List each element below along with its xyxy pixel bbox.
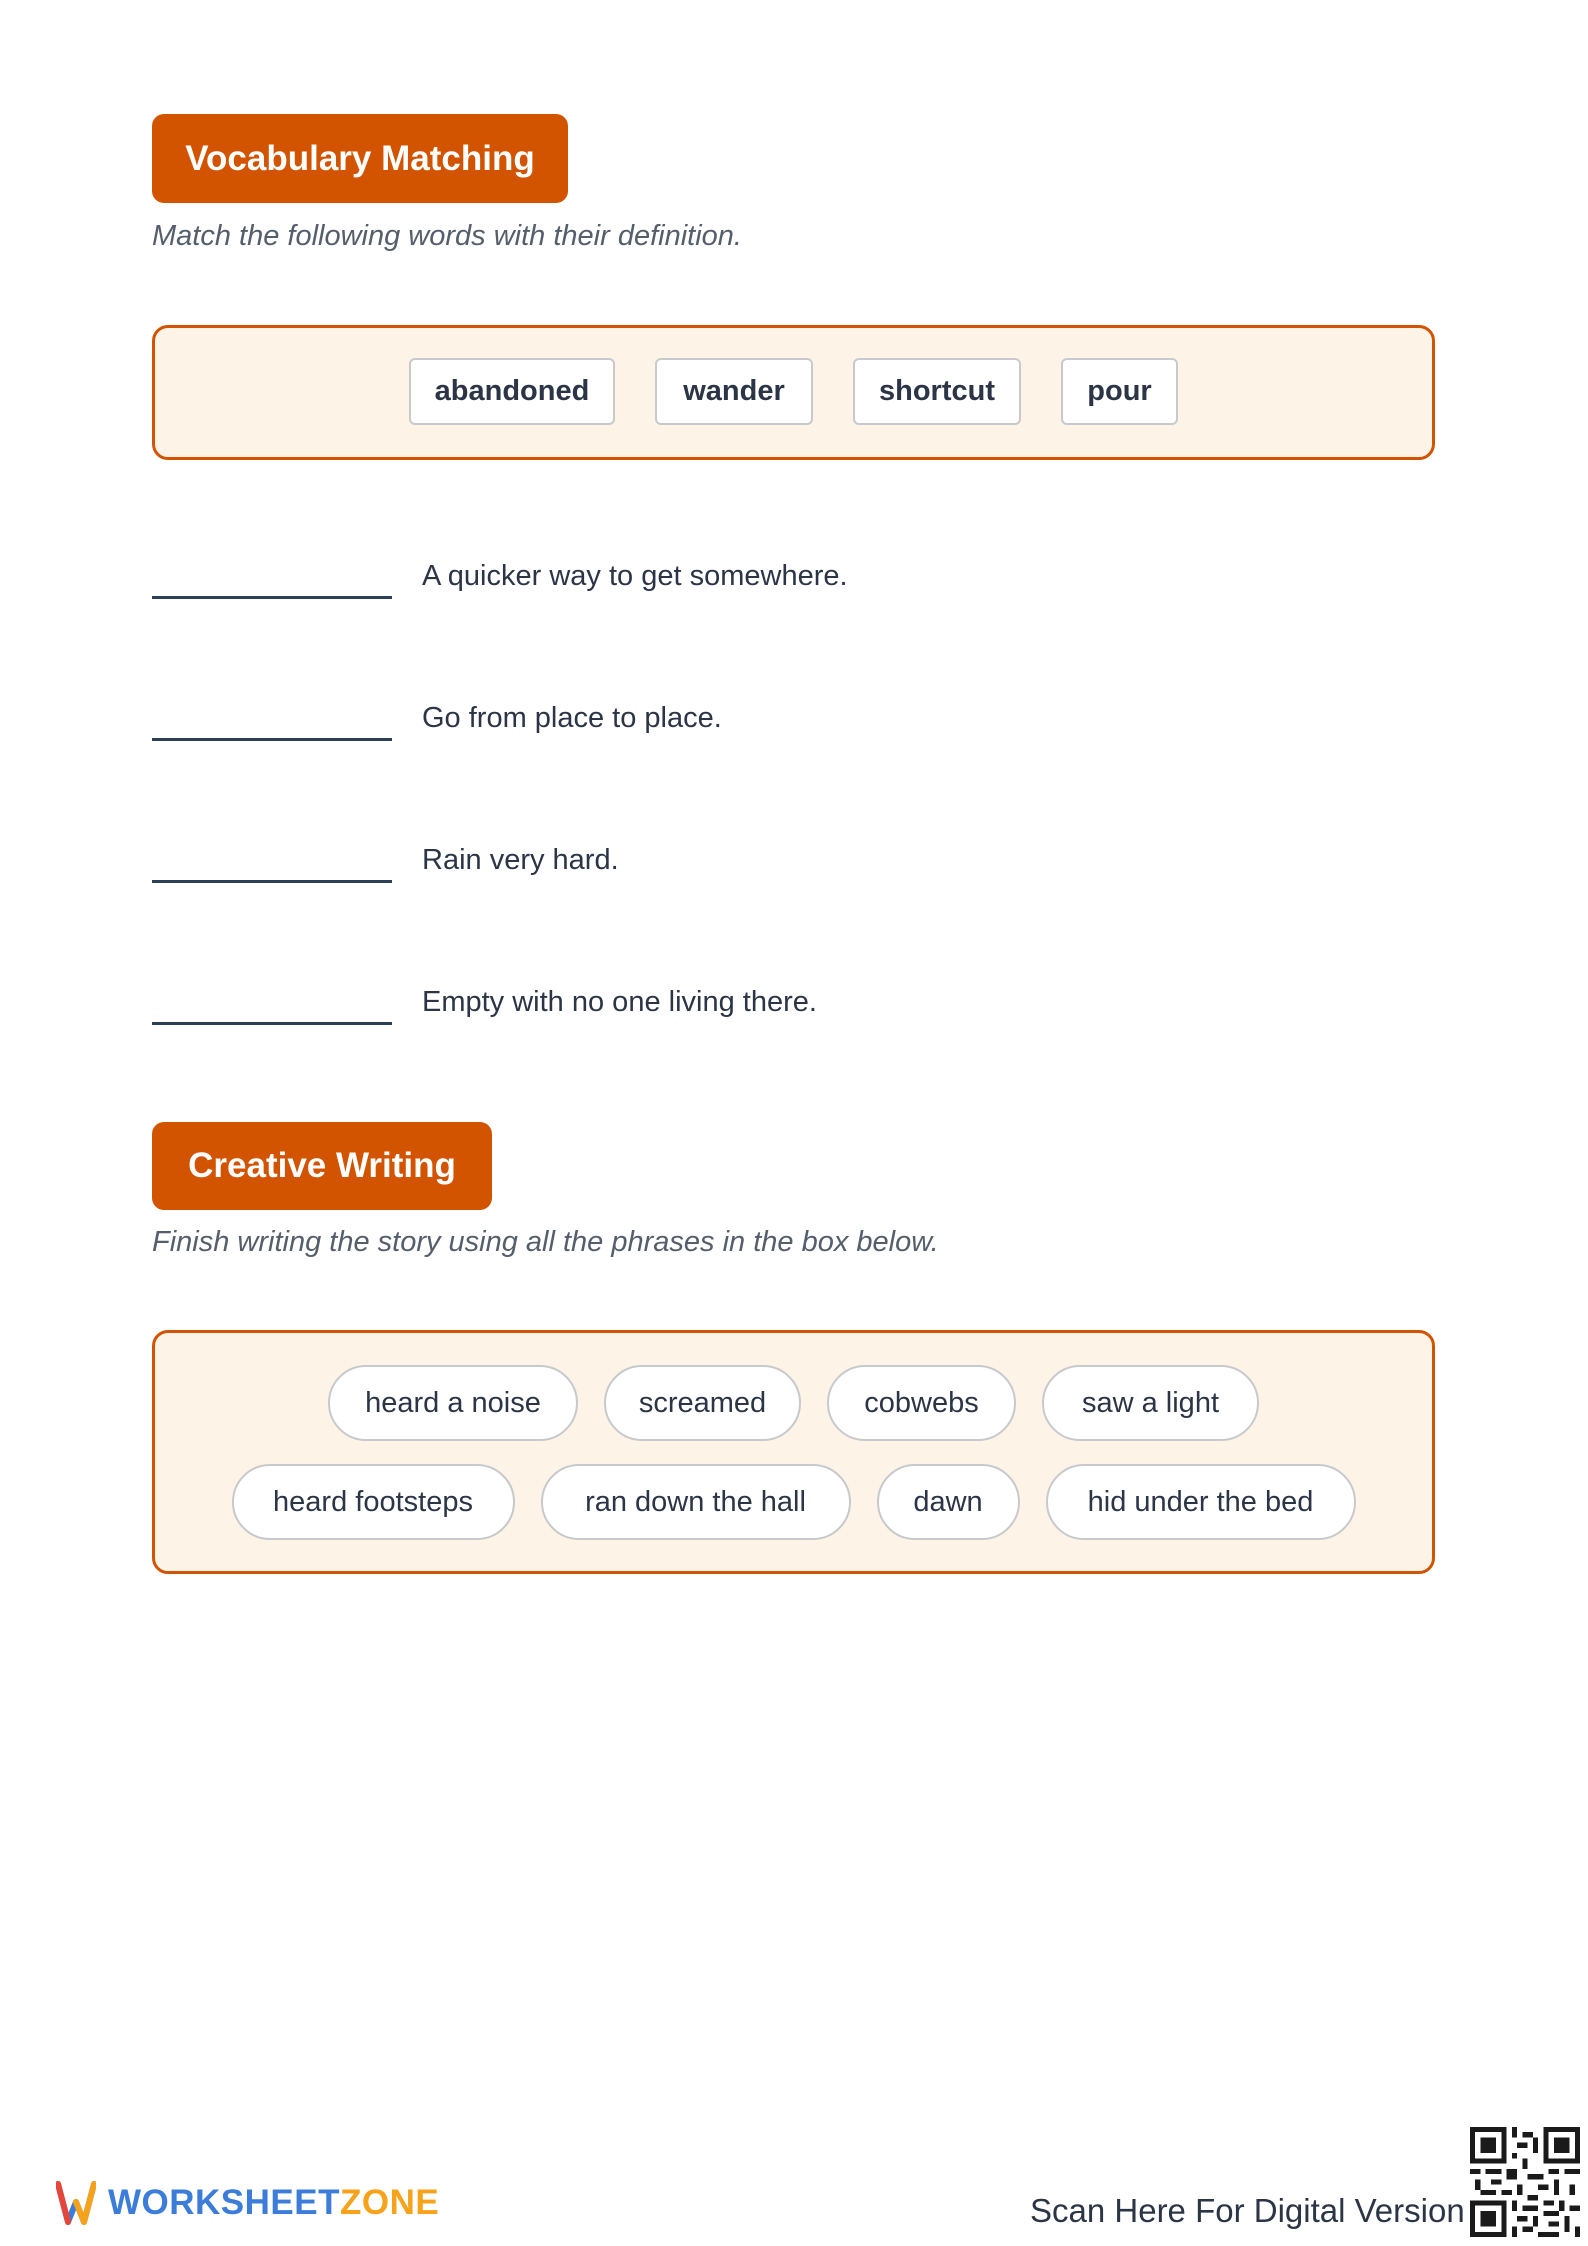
word-bank <box>152 325 1435 460</box>
match-row-3 <box>152 844 1352 904</box>
answer-blank-2[interactable] <box>152 738 392 741</box>
phrase-chip-heard-footsteps[interactable]: heard footsteps <box>232 1464 515 1540</box>
match-row-4 <box>152 986 1352 1046</box>
vocabulary-matching-title: Vocabulary Matching <box>152 114 568 203</box>
match-row-2 <box>152 702 1352 762</box>
phrase-chip-hid-under-the-bed[interactable]: hid under the bed <box>1046 1464 1356 1540</box>
phrase-chip-dawn[interactable]: dawn <box>877 1464 1020 1540</box>
definition-4: Empty with no one living there. <box>422 986 817 1018</box>
answer-blank-4[interactable] <box>152 1022 392 1025</box>
match-row-1 <box>152 560 1352 620</box>
creative-instruction: Finish writing the story using all the phrases in the box below. <box>152 1226 939 1258</box>
phrase-chip-screamed[interactable]: screamed <box>604 1365 801 1441</box>
qr-code-icon[interactable] <box>1470 2127 1580 2237</box>
word-chip-wander[interactable]: wander <box>655 358 813 425</box>
word-chip-pour[interactable]: pour <box>1061 358 1178 425</box>
creative-writing-title: Creative Writing <box>152 1122 492 1210</box>
definition-2: Go from place to place. <box>422 702 722 734</box>
brand-name-part2: ZONE <box>340 2183 440 2222</box>
vocabulary-instruction: Match the following words with their definition. <box>152 220 742 252</box>
phrase-chip-saw-a-light[interactable]: saw a light <box>1042 1365 1259 1441</box>
brand-logo[interactable] <box>56 2178 439 2228</box>
brand-name-part1: WORKSHEET <box>108 2183 340 2222</box>
phrase-bank <box>152 1330 1435 1574</box>
phrase-chip-heard-a-noise[interactable]: heard a noise <box>328 1365 578 1441</box>
answer-blank-1[interactable] <box>152 596 392 599</box>
definition-3: Rain very hard. <box>422 844 619 876</box>
answer-blank-3[interactable] <box>152 880 392 883</box>
brand-name <box>108 2183 439 2223</box>
definition-1: A quicker way to get somewhere. <box>422 560 848 592</box>
phrase-chip-ran-down-the-hall[interactable]: ran down the hall <box>541 1464 851 1540</box>
worksheetzone-logo-icon <box>56 2178 96 2228</box>
phrase-chip-cobwebs[interactable]: cobwebs <box>827 1365 1016 1441</box>
word-chip-abandoned[interactable]: abandoned <box>409 358 615 425</box>
scan-label: Scan Here For Digital Version <box>1030 2192 1465 2229</box>
word-chip-shortcut[interactable]: shortcut <box>853 358 1021 425</box>
